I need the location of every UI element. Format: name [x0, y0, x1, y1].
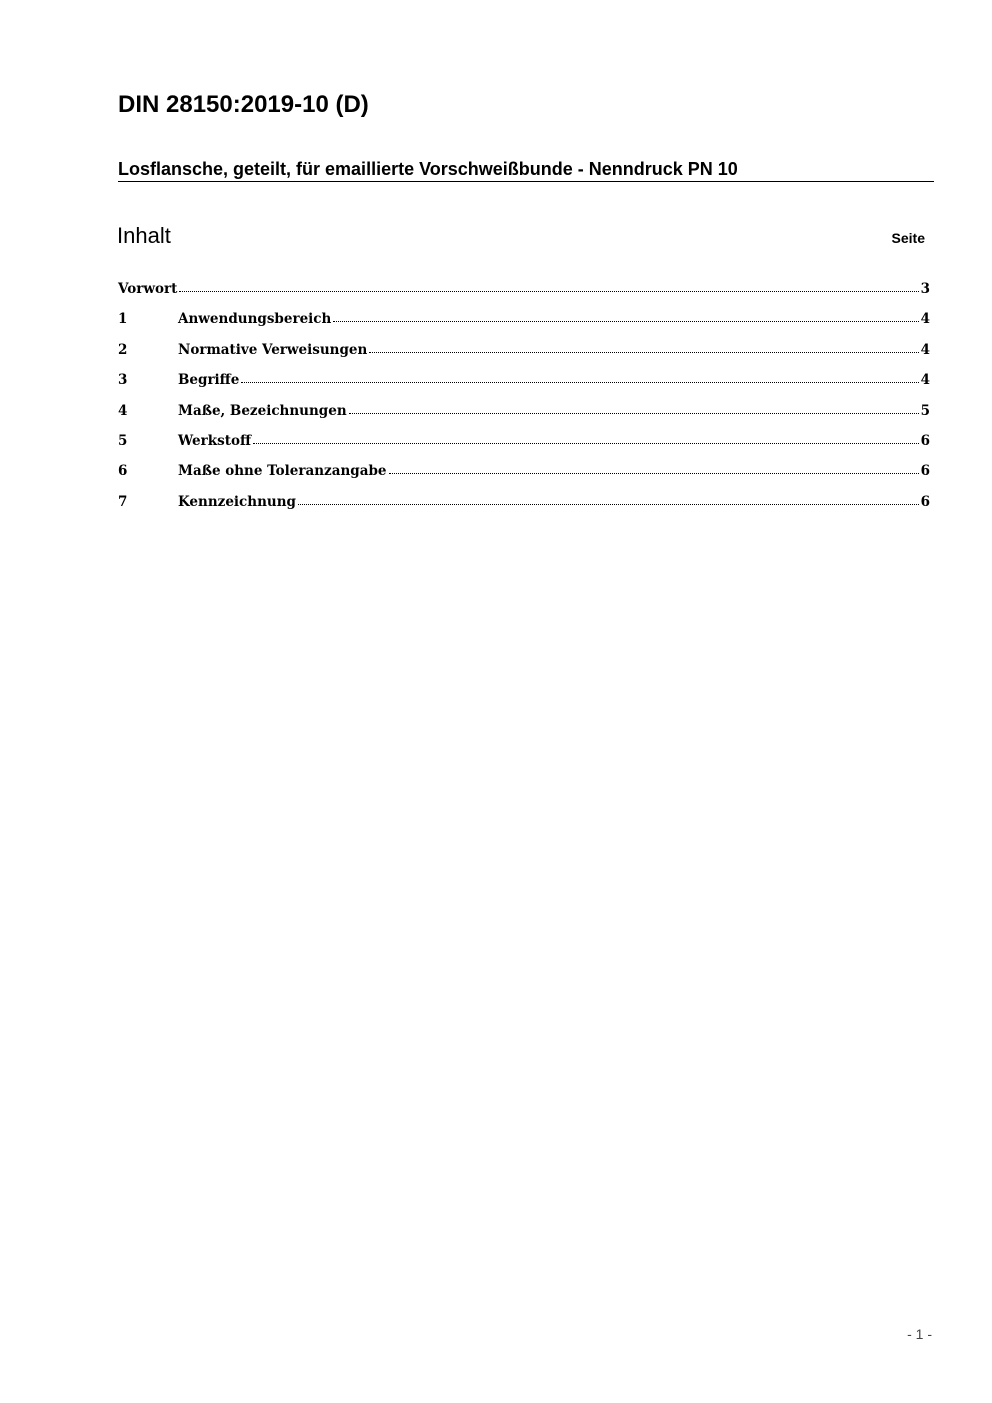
toc-entry-number: 2: [118, 341, 128, 358]
toc-entry-page: 3: [920, 281, 930, 297]
toc-entry-masse-ohne-toleranzangabe[interactable]: [118, 459, 930, 489]
toc-entry-anwendungsbereich[interactable]: [118, 307, 930, 337]
toc-entry-number: 7: [118, 493, 128, 510]
toc-entry-page: 5: [920, 402, 930, 419]
toc-page-column-label: Seite: [891, 230, 925, 246]
toc-entry-page: 6: [920, 432, 930, 449]
toc-entry-number: 3: [118, 372, 128, 389]
toc-entry-title: Begriffe: [178, 372, 240, 389]
document-title: DIN 28150:2019-10 (D): [118, 91, 369, 118]
table-of-contents: [118, 277, 930, 520]
toc-dot-leader: [253, 442, 919, 444]
toc-entry-kennzeichnung[interactable]: [118, 490, 930, 520]
document-subtitle: Losflansche, geteilt, für emaillierte Vorschweißbunde - Nenndruck PN 10: [118, 157, 934, 182]
page-number: - 1 -: [907, 1326, 932, 1342]
toc-entry-begriffe[interactable]: [118, 368, 930, 398]
toc-entry-number: 5: [118, 432, 128, 449]
toc-heading: Inhalt: [117, 223, 171, 248]
toc-entry-title: Anwendungsbereich: [178, 311, 332, 328]
toc-dot-leader: [241, 381, 918, 383]
toc-entry-page: 6: [920, 493, 930, 510]
toc-entry-title: Kennzeichnung: [178, 493, 296, 510]
toc-dot-leader: [349, 412, 919, 414]
toc-entry-page: 6: [920, 463, 930, 480]
toc-entry-title: Vorwort: [118, 281, 178, 297]
toc-entry-page: 4: [920, 341, 930, 358]
toc-dot-leader: [333, 320, 918, 322]
toc-entry-number: 6: [118, 463, 128, 480]
toc-entry-title: Normative Verweisungen: [178, 341, 368, 358]
toc-entry-number: 4: [118, 402, 128, 419]
toc-entry-title: Maße, Bezeichnungen: [178, 402, 347, 419]
toc-entry-normative-verweisungen[interactable]: [118, 338, 930, 368]
toc-dot-leader: [389, 472, 919, 474]
toc-entry-masse-bezeichnungen[interactable]: [118, 399, 930, 429]
toc-entry-title: Werkstoff: [178, 432, 252, 449]
toc-entry-number: 1: [118, 311, 128, 328]
toc-dot-leader: [369, 351, 918, 353]
toc-dot-leader: [298, 503, 919, 505]
toc-entry-werkstoff[interactable]: [118, 429, 930, 459]
toc-dot-leader: [179, 290, 918, 292]
toc-entry-title: Maße ohne Toleranzangabe: [178, 463, 387, 480]
toc-entry-vorwort[interactable]: [118, 277, 930, 307]
toc-entry-page: 4: [920, 311, 930, 328]
toc-entry-page: 4: [920, 372, 930, 389]
